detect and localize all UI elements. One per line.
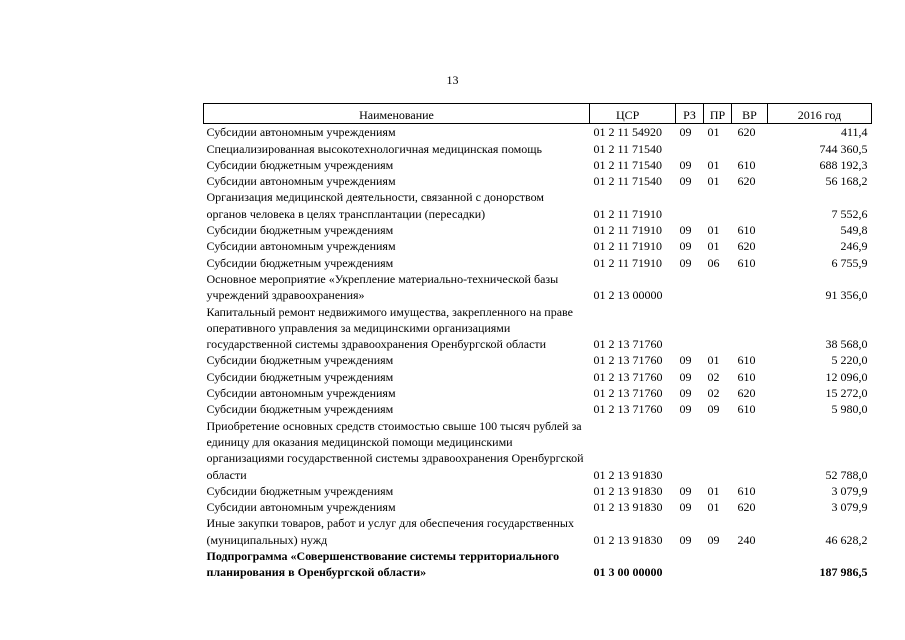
cell-amount: 56 168,2	[825, 174, 868, 189]
table-row	[204, 141, 872, 157]
table-row	[204, 173, 872, 189]
cell-csr: 01 3 00 00000	[593, 565, 663, 580]
cell-csr: 01 2 13 91830	[593, 532, 663, 547]
cell-pr: 02	[707, 369, 720, 384]
table-row	[204, 483, 872, 499]
cell-csr: 01 2 11 71910	[593, 206, 663, 221]
cell-vr: 620	[737, 500, 756, 515]
cell-pr: 01	[707, 174, 720, 189]
header-vr: ВР	[732, 104, 768, 124]
cell-csr: 01 2 11 71910	[593, 223, 663, 238]
cell-rz: 09	[679, 386, 692, 401]
cell-amount: 6 755,9	[831, 255, 868, 270]
cell-vr: 610	[737, 255, 756, 270]
cell-name: Организация медицинской деятельности, связанной с донорством органов человека в целях трансплантации (пересадки)	[206, 190, 544, 221]
table-row	[204, 385, 872, 401]
cell-name: Субсидии автономным учреждениям	[206, 174, 396, 189]
cell-name: Приобретение основных средств стоимостью свыше 100 тысяч рублей за единицу для оказания медицинской помощи медицинскими организациями государственной системы здравоохранения Оренбургской области	[206, 418, 584, 482]
table-row	[204, 222, 872, 238]
cell-name: Субсидии бюджетным учреждениям	[206, 369, 394, 384]
cell-csr: 01 2 13 71760	[593, 337, 663, 352]
cell-amount: 38 568,0	[825, 337, 868, 352]
cell-amount: 3 079,9	[831, 500, 868, 515]
cell-csr: 01 2 11 71540	[593, 141, 663, 156]
cell-amount: 411,4	[840, 125, 868, 140]
cell-pr: 09	[707, 532, 720, 547]
cell-vr	[732, 271, 768, 304]
cell-rz	[676, 141, 704, 157]
cell-rz: 09	[679, 157, 692, 172]
cell-pr: 01	[707, 353, 720, 368]
cell-csr: 01 2 13 71760	[593, 353, 663, 368]
page-number: 13	[446, 73, 459, 87]
cell-csr: 01 2 13 71760	[593, 386, 663, 401]
cell-pr	[704, 548, 732, 581]
header-amount: 2016 год	[768, 104, 872, 124]
cell-pr: 09	[707, 402, 720, 417]
cell-rz: 09	[679, 353, 692, 368]
cell-amount: 15 272,0	[825, 386, 868, 401]
cell-name: Иные закупки товаров, работ и услуг для обеспечения государственных (муниципальных) нужд	[206, 516, 574, 547]
cell-csr: 01 2 11 71540	[593, 157, 663, 172]
cell-pr: 01	[707, 483, 720, 498]
cell-rz: 09	[679, 369, 692, 384]
cell-name: Субсидии автономным учреждениям	[206, 125, 396, 140]
cell-vr: 240	[737, 532, 756, 547]
cell-vr: 610	[737, 157, 756, 172]
cell-vr: 610	[737, 223, 756, 238]
cell-pr: 06	[707, 255, 720, 270]
budget-table	[203, 103, 872, 581]
cell-pr: 01	[707, 157, 720, 172]
cell-rz: 09	[679, 483, 692, 498]
table-row	[204, 238, 872, 254]
table-body	[204, 124, 872, 581]
cell-name: Субсидии бюджетным учреждениям	[206, 483, 394, 498]
cell-rz: 09	[679, 500, 692, 515]
cell-csr: 01 2 13 00000	[593, 288, 663, 303]
cell-csr: 01 2 13 91830	[593, 467, 663, 482]
cell-name: Субсидии автономным учреждениям	[206, 386, 396, 401]
table-row	[204, 369, 872, 385]
cell-amount: 12 096,0	[825, 369, 868, 384]
cell-rz	[676, 418, 704, 483]
header-rz: РЗ	[676, 104, 704, 124]
cell-name: Субсидии бюджетным учреждениям	[206, 402, 394, 417]
cell-csr: 01 2 13 91830	[593, 483, 663, 498]
cell-csr: 01 2 11 54920	[593, 125, 663, 140]
cell-pr: 01	[707, 500, 720, 515]
cell-csr: 01 2 11 71540	[593, 174, 663, 189]
cell-amount: 5 980,0	[831, 402, 868, 417]
cell-rz	[676, 548, 704, 581]
cell-csr: 01 2 11 71910	[593, 239, 663, 254]
table-row	[204, 157, 872, 173]
table-row	[204, 515, 872, 548]
cell-csr: 01 2 13 91830	[593, 500, 663, 515]
cell-name: Субсидии бюджетным учреждениям	[206, 353, 394, 368]
cell-pr	[704, 271, 732, 304]
cell-amount: 91 356,0	[825, 288, 868, 303]
table-row	[204, 255, 872, 271]
cell-amount: 688 192,3	[819, 157, 868, 172]
table-row	[204, 352, 872, 368]
cell-vr	[732, 141, 768, 157]
cell-rz: 09	[679, 174, 692, 189]
table-row	[204, 499, 872, 515]
cell-vr	[732, 548, 768, 581]
cell-rz: 09	[679, 223, 692, 238]
cell-rz: 09	[679, 255, 692, 270]
cell-vr	[732, 304, 768, 353]
cell-amount: 744 360,5	[819, 141, 868, 156]
table-row	[204, 271, 872, 304]
cell-rz	[676, 189, 704, 222]
cell-vr: 610	[737, 353, 756, 368]
cell-vr: 610	[737, 483, 756, 498]
table-row	[204, 304, 872, 353]
cell-csr: 01 2 11 71910	[593, 255, 663, 270]
cell-name: Субсидии автономным учреждениям	[206, 500, 396, 515]
cell-rz: 09	[679, 402, 692, 417]
cell-vr: 620	[737, 174, 756, 189]
cell-name: Субсидии бюджетным учреждениям	[206, 157, 394, 172]
cell-name: Субсидии бюджетным учреждениям	[206, 255, 394, 270]
header-name: Наименование	[204, 104, 590, 124]
cell-pr: 02	[707, 386, 720, 401]
cell-vr: 620	[737, 239, 756, 254]
cell-pr: 01	[707, 239, 720, 254]
cell-name: Капитальный ремонт недвижимого имущества, закрепленного на праве оперативного управления за медицинскими организациями государственной системы здравоохранения Оренбургской области	[206, 304, 573, 352]
table-row	[204, 548, 872, 581]
cell-amount: 187 986,5	[819, 565, 868, 580]
cell-vr: 610	[737, 402, 756, 417]
cell-vr: 610	[737, 369, 756, 384]
cell-name: Субсидии автономным учреждениям	[206, 239, 396, 254]
cell-pr	[704, 418, 732, 483]
cell-rz	[676, 304, 704, 353]
cell-vr	[732, 418, 768, 483]
cell-amount: 46 628,2	[825, 532, 868, 547]
table-row	[204, 401, 872, 417]
header-csr: ЦСР	[590, 104, 676, 124]
cell-name: Специализированная высокотехнологичная медицинская помощь	[206, 141, 542, 156]
table-row	[204, 124, 872, 141]
header-pr: ПР	[704, 104, 732, 124]
cell-vr: 620	[737, 386, 756, 401]
cell-rz: 09	[679, 239, 692, 254]
cell-pr	[704, 304, 732, 353]
cell-csr: 01 2 13 71760	[593, 402, 663, 417]
cell-rz: 09	[679, 125, 692, 140]
table-row	[204, 418, 872, 483]
cell-rz: 09	[679, 532, 692, 547]
cell-amount: 52 788,0	[825, 467, 868, 482]
cell-amount: 5 220,0	[831, 353, 868, 368]
cell-csr: 01 2 13 71760	[593, 369, 663, 384]
cell-name: Подпрограмма «Совершенствование системы территориального планирования в Оренбургской области»	[206, 549, 560, 580]
cell-amount: 3 079,9	[831, 483, 868, 498]
table-header-row	[204, 104, 872, 124]
cell-pr: 01	[707, 125, 720, 140]
cell-pr	[704, 189, 732, 222]
table-row	[204, 189, 872, 222]
cell-vr: 620	[737, 125, 756, 140]
cell-amount: 549,8	[840, 223, 868, 238]
cell-name: Субсидии бюджетным учреждениям	[206, 223, 394, 238]
cell-rz	[676, 271, 704, 304]
cell-name: Основное мероприятие «Укрепление материально-технической базы учреждений здравоохранения»	[206, 271, 559, 303]
cell-pr: 01	[707, 223, 720, 238]
cell-amount: 246,9	[840, 239, 868, 254]
cell-vr	[732, 189, 768, 222]
cell-amount: 7 552,6	[831, 206, 868, 221]
cell-pr	[704, 141, 732, 157]
